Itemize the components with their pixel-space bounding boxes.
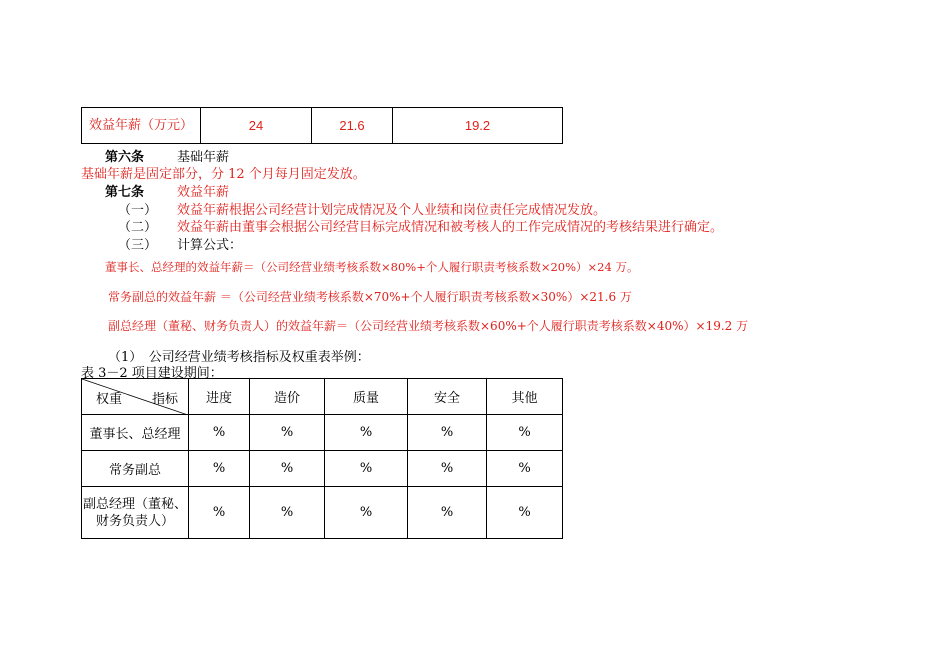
list-item-text: 计算公式： (177, 238, 243, 253)
salary-table (81, 107, 563, 144)
column-header: 其他 (487, 379, 563, 415)
table-cell: % (487, 415, 563, 451)
table-cell: % (189, 415, 250, 451)
row-label: 常务副总 (82, 451, 189, 487)
table-caption: 表 3－2 项目建设期间： (81, 366, 223, 381)
table-row (82, 451, 563, 487)
list-item-text: 效益年薪由董事会根据公司经营目标完成情况和被考核人的工作完成情况的考核结果进行确定。 (177, 220, 724, 235)
table-cell: 19.2 (393, 108, 563, 144)
weight-table (81, 378, 563, 539)
table-cell: % (189, 487, 250, 539)
article-heading: 基础年薪 (177, 150, 230, 165)
formula: 副总经理（董秘、财务负责人）的效益年薪＝（公司经营业绩考核系数×60%+个人履行职责考核系数×40%）×19.2 万 (108, 319, 749, 333)
column-header: 质量 (325, 379, 408, 415)
column-header: 安全 (408, 379, 487, 415)
table-row (82, 108, 563, 144)
article-heading: 效益年薪 (177, 185, 230, 200)
table-row-label: 效益年薪（万元） (82, 108, 201, 144)
corner-label-weight: 权重 (96, 392, 123, 407)
table-cell: % (408, 451, 487, 487)
column-header: 进度 (189, 379, 250, 415)
list-item-number: （二） (118, 220, 158, 235)
note: （1） 公司经营业绩考核指标及权重表举例： (108, 350, 370, 365)
table-cell: % (408, 415, 487, 451)
table-row (82, 415, 563, 451)
row-label-line: 副总经理（董秘、 (82, 496, 187, 512)
table-cell: % (250, 415, 325, 451)
table-row (82, 487, 563, 539)
list-item-text: 效益年薪根据公司经营计划完成情况及个人业绩和岗位责任完成情况发放。 (177, 203, 607, 218)
corner-label-indicator: 指标 (152, 392, 179, 407)
table-cell: % (325, 415, 408, 451)
row-label-line: 财务负责人） (95, 513, 174, 529)
diagonal-header-cell (82, 379, 189, 415)
article-number: 第六条 (105, 150, 145, 165)
article-number: 第七条 (105, 185, 145, 200)
formula: 董事长、总经理的效益年薪＝（公司经营业绩考核系数×80%+个人履行职责考核系数×20%）×24 万。 (105, 260, 639, 274)
row-label: 董事长、总经理 (82, 415, 189, 451)
table-cell: % (250, 487, 325, 539)
table-cell: 21.6 (312, 108, 393, 144)
list-item-number: （一） (118, 203, 158, 218)
list-item-number: （三） (118, 238, 158, 253)
row-label (82, 487, 189, 539)
table-cell: % (325, 451, 408, 487)
column-header: 造价 (250, 379, 325, 415)
table-cell: % (325, 487, 408, 539)
table-cell: % (250, 451, 325, 487)
table-cell: % (487, 487, 563, 539)
paragraph: 基础年薪是固定部分，分 12 个月每月固定发放。 (81, 167, 366, 182)
table-header-row (82, 379, 563, 415)
table-cell: % (189, 451, 250, 487)
formula: 常务副总的效益年薪 ＝（公司经营业绩考核系数×70%+个人履行职责考核系数×30%）×21.6 万 (108, 290, 632, 304)
table-cell: 24 (201, 108, 312, 144)
table-cell: % (408, 487, 487, 539)
table-cell: % (487, 451, 563, 487)
